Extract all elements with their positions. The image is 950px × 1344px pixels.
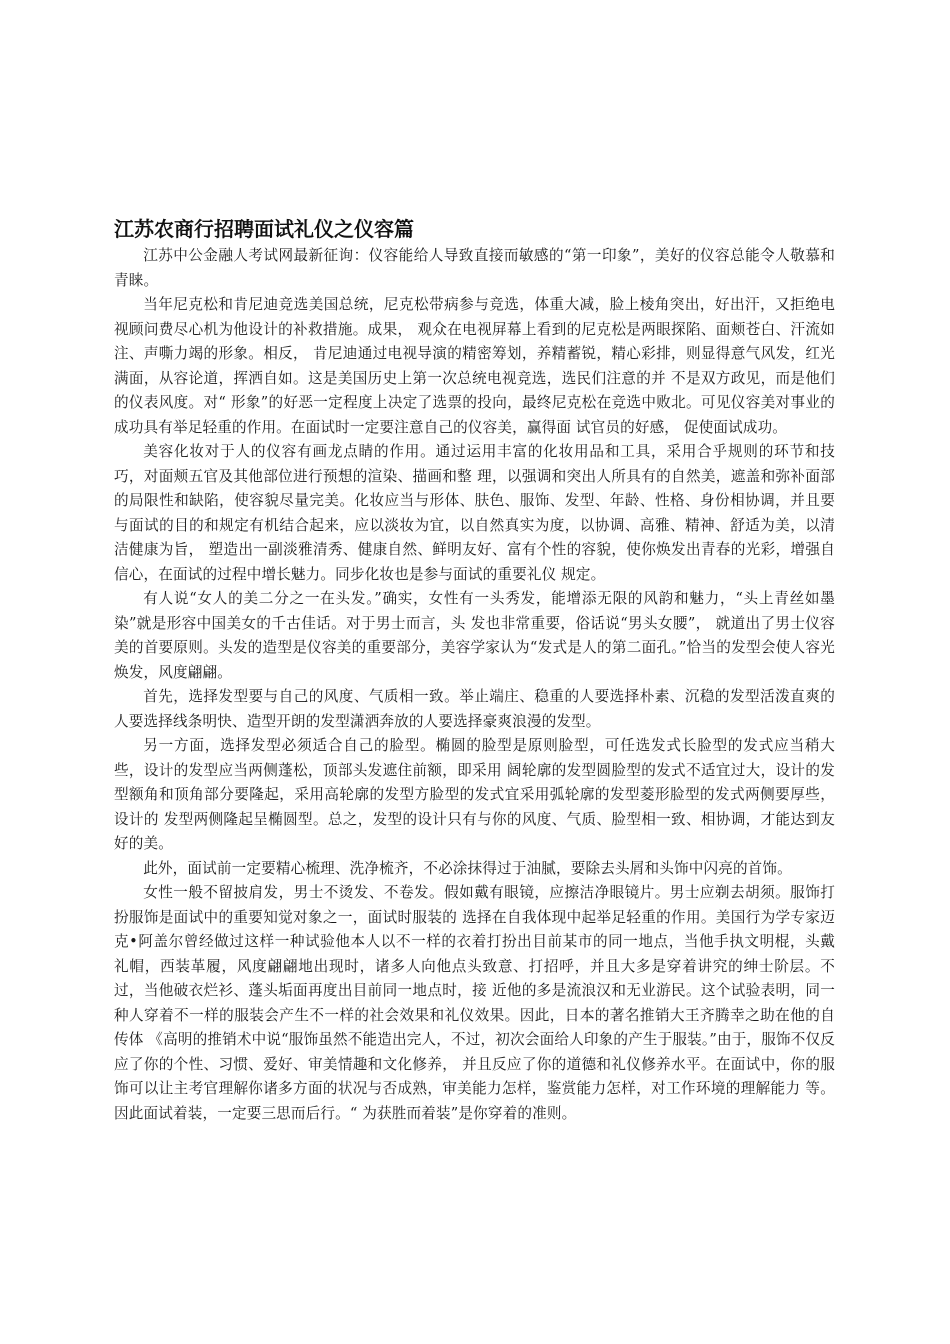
paragraph-first-impression: 江苏中公金融人考试网最新征询：仪容能给人导致直接而敏感的“第一印象”，美好的仪容总能令人敬慕和青睐。 <box>114 247 835 289</box>
paragraph-hair: 有人说“女人的美二分之一在头发。”确实，女性有一头秀发，能增添无限的风韵和魅力，“头上青丝如墨染”就是形容中国美女的千古佳话。对于男士而言，头 发也非常重要，俗话说“男头女腰”， 就道出了男士仪容美的首要原则。头发的造型是仪容美的重要部分，美容学家认为“发式是人的第二面孔。”恰当的发型会使人容光焕发，风度翩翩。 <box>114 590 835 681</box>
paragraph-grooming: 此外，面试前一定要精心梳理、洗净梳齐，不必涂抹得过于油腻，要除去头屑和头饰中闪亮的首饰。 <box>143 859 792 877</box>
paragraph-hairstyle-temperament: 首先，选择发型要与自己的风度、气质相一致。举止端庄、稳重的人要选择朴素、沉稳的发型活泼直爽的人要选择线条明快、造型开朗的发型潇洒奔放的人要选择豪爽浪漫的发型。 <box>114 688 835 730</box>
paragraph-nixon-kennedy: 当年尼克松和肯尼迪竞选美国总统，尼克松带病参与竞选，体重大减，脸上棱角突出，好出汗，又拒绝电视顾问费尽心机为他设计的补救措施。成果， 观众在电视屏幕上看到的尼克松是两眼探陷、面颊苍白、汗流如注、声嘶力竭的形象。相反， 肯尼迪通过电视导演的精密筹划，养精蓄锐，精心彩排，则显得意气风发，红光满面，从容论道，挥洒自如。这是美国历史上第一次总统电视竞选，选民们注意的并 不是双方政见，而是他们的仪表风度。对“ 形象”的好恶一定程度上决定了选票的投向，最终尼克松在竞选中败北。可见仪容美对事业的成功具有举足轻重的作用。在面试时一定要注意自己的仪容美，赢得面 试官员的好感， 促使面试成功。 <box>114 296 835 436</box>
paragraph-makeup: 美容化妆对于人的仪容有画龙点睛的作用。通过运用丰富的化妆用品和工具，采用合乎规则的环节和技巧，对面颊五官及其他部位进行预想的渲染、描画和整 理，以强调和突出人所具有的自然美，遮盖和弥补面部的局限性和缺陷，使容貌尽量完美。化妆应当与形体、肤色、服饰、发型、年龄、性格、身份相协调，并且要 与面试的目的和规定有机结合起来，应以淡妆为宜，以自然真实为度，以协调、高雅、精神、舒适为美，以清洁健康为旨， 塑造出一副淡雅清秀、健康自然、鲜明友好、富有个性的容貌，使你焕发出青春的光彩，增强自信心，在面试的过程中增长魅力。同步化妆也是参与面试的重要礼仪 规定。 <box>114 443 835 583</box>
paragraph-hairstyle-face-shape: 另一方面，选择发型必须适合自己的脸型。椭圆的脸型是原则脸型，可任选发式长脸型的发式应当稍大些，设计的发型应当两侧蓬松，顶部头发遮住前额，即采用 阔轮廓的发型圆脸型的发式不适宜过大，设计的发型额角和顶角部分要隆起，采用高轮廓的发型方脸型的发式宜采用弧轮廓的发型菱形脸型的发式两侧要厚些，设计的 发型两侧隆起呈椭圆型。总之，发型的设计只有与你的风度、气质、脸型相一致、相协调，才能达到友好的美。 <box>114 737 835 852</box>
document-body <box>114 244 835 1126</box>
paragraph-attire: 女性一般不留披肩发，男士不烫发、不卷发。假如戴有眼镜，应擦洁净眼镜片。男士应剃去胡须。服饰打扮服饰是面试中的重要知觉对象之一，面试时服装的 选择在自我体现中起举足轻重的作用。美国行为学专家迈克•阿盖尔曾经做过这样一种试验他本人以不一样的衣着打扮出目前某市的同一地点，当他手执文明棍，头戴 礼帽，西装革履，风度翩翩地出现时，诸多人向他点头致意、打招呼，并且大多是穿着讲究的绅士阶层。不过，当他破衣烂衫、蓬头垢面再度出目前同一地点时，接 近他的多是流浪汉和无业游民。这个试验表明，同一种人穿着不一样的服装会产生不一样的社会效果和礼仪效果。因此，日本的著名推销大王齐腾幸之助在他的自传体 《高明的推销术中说“服饰虽然不能造出完人，不过，初次会面给人印象的产生于服装。”由于，服饰不仅反应了你的个性、习惯、爱好、审美情趣和文化修养， 并且反应了你的道德和礼仪修养水平。在面试中，你的服饰可以让主考官理解你诸多方面的状况与否成熟，审美能力怎样，鉴赏能力怎样，对工作环境的理解能力 等。因此面试着装，一定要三思而后行。“ 为获胜而着装”是你穿着的准则。 <box>114 884 835 1122</box>
document-title: 江苏农商行招聘面试礼仪之仪容篇 <box>114 217 414 241</box>
